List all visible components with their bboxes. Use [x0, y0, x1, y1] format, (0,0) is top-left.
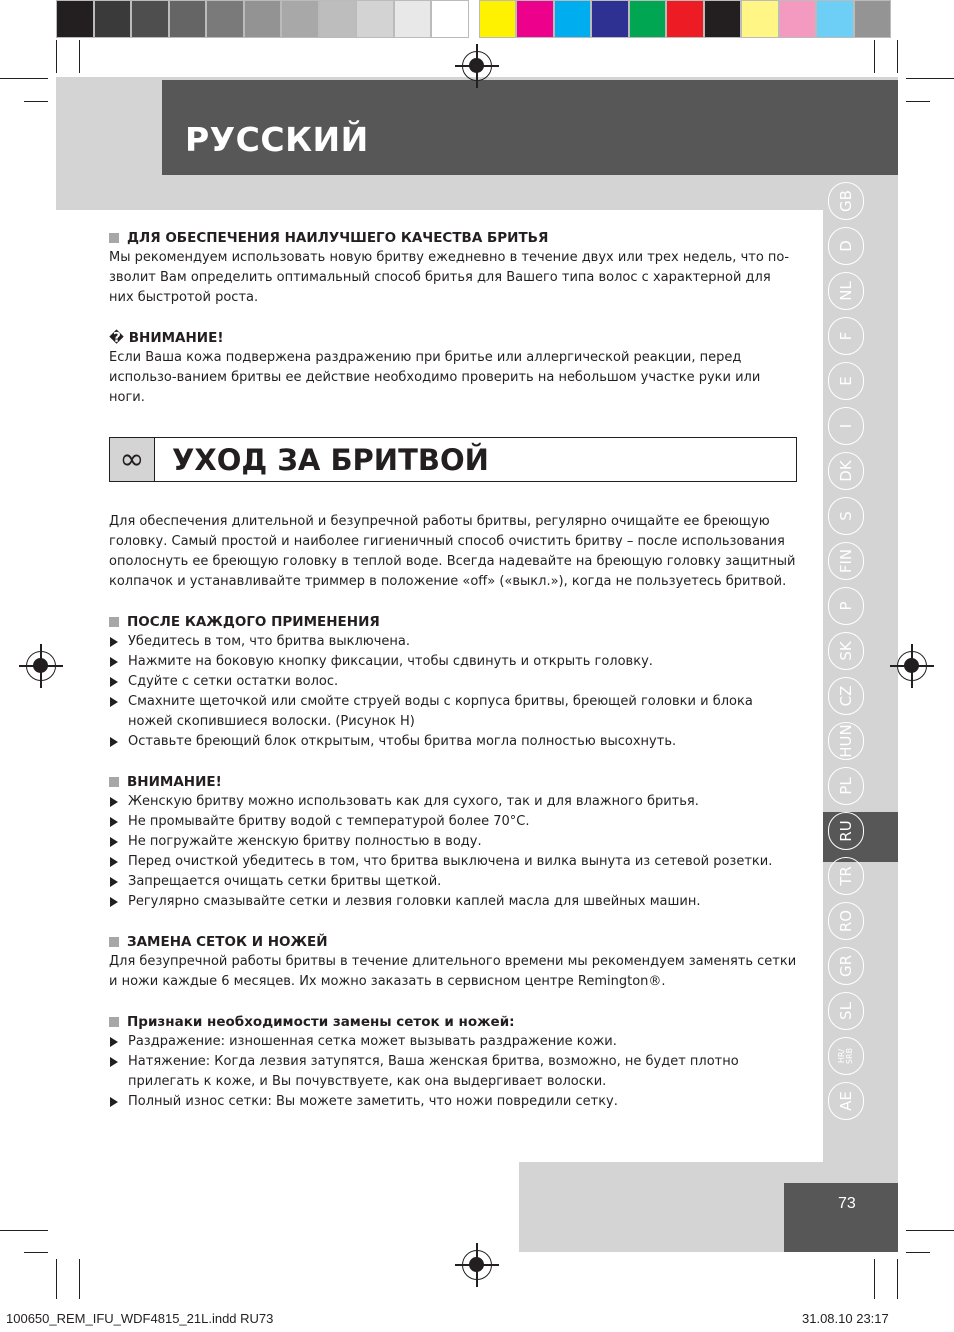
language-tab-cz: [828, 677, 864, 715]
after-use-list: [109, 632, 799, 752]
color-swatch: [666, 0, 704, 38]
crop-mark: [906, 1252, 930, 1253]
language-tab-label: GR: [837, 954, 855, 978]
list-item: Оставьте бреющий блок открытым, чтобы бритва могла полностью высохнуть.: [109, 732, 799, 752]
language-tab-label: CZ: [837, 685, 855, 707]
gray-swatch: [56, 0, 94, 38]
footer-date: 31.08.10 23:17: [802, 1311, 889, 1326]
list-item: Натяжение: Когда лезвия затупятся, Ваша женская бритва, возможно, не будет плотно прилегать к коже, и Вы почувствуете, как она выдергивает волоски.: [109, 1052, 799, 1092]
bullet-square-icon: [109, 937, 119, 947]
crop-mark: [906, 1230, 954, 1231]
registration-mark-top: [462, 51, 492, 81]
crop-mark: [24, 101, 48, 102]
crop-mark: [906, 78, 954, 79]
language-tab-label: I: [837, 423, 855, 429]
bullet-square-icon: [109, 1017, 119, 1027]
registration-mark-left: [26, 651, 56, 681]
language-tab-label: SL: [837, 1002, 855, 1020]
signs-heading: [109, 1012, 799, 1032]
best-shave-heading-text: ДЛЯ ОБЕСПЕЧЕНИЯ НАИЛУЧШЕГО КАЧЕСТВА БРИТЬЯ: [127, 230, 549, 246]
language-tab-hun: [828, 722, 864, 760]
color-swatch: [554, 0, 592, 38]
language-tab-gb: [828, 182, 864, 220]
list-item: Не погружайте женскую бритву полностью в воду.: [109, 832, 799, 852]
gray-swatch: [94, 0, 132, 38]
color-swatch: [816, 0, 854, 38]
crop-mark: [897, 1259, 898, 1299]
language-tab-e: [828, 362, 864, 400]
language-tab-label: S: [837, 511, 855, 521]
best-shave-heading: [109, 228, 799, 248]
crop-mark: [79, 1259, 80, 1299]
language-tab-label: GB: [837, 190, 855, 212]
list-item: Раздражение: изношенная сетка может вызывать раздражение кожи.: [109, 1032, 799, 1052]
section-title: УХОД ЗА БРИТВОЙ: [172, 443, 489, 477]
page-number: 73: [838, 1195, 856, 1212]
gray-swatch: [206, 0, 244, 38]
replacement-text: Для безупречной работы бритвы в течение длительного времени мы рекомендуем заменять сетки и ножи каждые 6 месяцев. Их можно заказать в сервисном центре Remington®.: [109, 954, 797, 989]
language-tab-label: HUN: [837, 724, 855, 758]
signs-list: [109, 1032, 799, 1112]
language-tab-p: [828, 587, 864, 625]
warning-text: Если Ваша кожа подвержена раздражению при бритье или аллергической реакции, перед использо-ванием бритвы ее действие необходимо проверить на небольшом участке руки или ноги.: [109, 350, 761, 405]
registration-mark-bottom: [462, 1250, 492, 1280]
language-tab-dk: [828, 452, 864, 490]
bullet-square-icon: [109, 617, 119, 627]
crop-mark: [906, 101, 930, 102]
color-swatch: [629, 0, 667, 38]
list-item: Убедитесь в том, что бритва выключена.: [109, 632, 799, 652]
section-title-box: [109, 437, 797, 482]
language-tab-label: P: [837, 601, 855, 611]
crop-mark: [79, 40, 80, 73]
color-swatch: [704, 0, 742, 38]
language-tab-ro: [828, 902, 864, 940]
language-tab-ae: [828, 1082, 864, 1120]
attention-heading: [109, 772, 799, 792]
language-tab-i: [828, 407, 864, 445]
replacement-heading-text: ЗАМЕНА СЕТОК И НОЖЕЙ: [127, 934, 328, 950]
color-swatch: [741, 0, 779, 38]
language-tab-ru: [828, 812, 864, 850]
language-tab-sk: [828, 632, 864, 670]
page-number-box: [784, 1183, 898, 1252]
list-item: Сдуйте с сетки остатки волос.: [109, 672, 799, 692]
color-swatch: [779, 0, 817, 38]
gray-swatch: [356, 0, 394, 38]
care-intro: Для обеспечения длительной и безупречной работы бритвы, регулярно очищайте ее бреющую головку. Самый простой и наиболее гигиеничный способ очистить бритву – после использования ополоснуть ее бреющую головку в теплой воде. Всегда надевайте на бреющую головку защитный колпачок и устанавливайте триммер в положение «off» («выкл.»), когда не пользуетесь бритвой.: [109, 514, 796, 589]
language-tab-gr: [828, 947, 864, 985]
infinity-icon: ∞: [110, 438, 155, 481]
language-tab-label: RU: [837, 820, 855, 842]
signs-heading-text: Признаки необходимости замены сеток и ножей:: [127, 1014, 515, 1030]
crop-mark: [874, 40, 875, 73]
language-tab-label: DK: [837, 460, 855, 482]
language-tab-hrsrb: [828, 1037, 864, 1075]
attention-heading-text: ВНИМАНИЕ!: [127, 774, 222, 790]
after-use-heading-text: ПОСЛЕ КАЖДОГО ПРИМЕНЕНИЯ: [127, 614, 380, 630]
bullet-square-icon: [109, 777, 119, 787]
list-item: Не промывайте бритву водой с температурой более 70°C.: [109, 812, 799, 832]
printer-color-bar: [56, 0, 891, 40]
language-title: РУССКИЙ: [185, 120, 369, 159]
language-tab-s: [828, 497, 864, 535]
after-use-heading: [109, 612, 799, 632]
attention-list: [109, 792, 799, 912]
gray-swatch: [169, 0, 207, 38]
gray-swatch: [244, 0, 282, 38]
language-tab-label: PL: [837, 777, 855, 795]
crop-mark: [0, 1230, 48, 1231]
language-tab-d: [828, 227, 864, 265]
language-tab-label: NL: [837, 281, 855, 301]
gray-swatch: [431, 0, 469, 38]
language-tab-label: HR/ SRB: [837, 1047, 854, 1065]
crop-mark: [56, 40, 57, 73]
language-tab-nl: [828, 272, 864, 310]
crop-mark: [0, 78, 48, 79]
language-tab-label: F: [837, 331, 855, 341]
crop-mark: [874, 1259, 875, 1299]
language-tab-label: SK: [837, 641, 855, 661]
main-content: [109, 512, 799, 1112]
color-swatch: [516, 0, 554, 38]
list-item: Перед очисткой убедитесь в том, что бритва выключена и вилка вынута из сетевой розетки.: [109, 852, 799, 872]
language-tab-label: FIN: [837, 548, 855, 574]
crop-mark: [56, 1259, 57, 1299]
list-item: Женскую бритву можно использовать как для сухого, так и для влажного бритья.: [109, 792, 799, 812]
list-item: Смахните щеточкой или смойте струей воды с корпуса бритвы, бреющей головки и блока ножей скопившиеся волоски. (Рисунок H): [109, 692, 799, 732]
registration-mark-right: [897, 651, 927, 681]
language-tab-label: TR: [837, 866, 855, 886]
gray-swatch: [281, 0, 319, 38]
color-swatch: [479, 0, 517, 38]
list-item: Регулярно смазывайте сетки и лезвия головки каплей масла для швейных машин.: [109, 892, 799, 912]
list-item: Полный износ сетки: Вы можете заметить, что ножи повредили сетку.: [109, 1092, 799, 1112]
gray-swatch: [131, 0, 169, 38]
crop-mark: [897, 40, 898, 73]
language-tab-pl: [828, 767, 864, 805]
language-tab-label: D: [837, 240, 855, 252]
bullet-square-icon: [109, 233, 119, 243]
footer-file-name: 100650_REM_IFU_WDF4815_21L.indd RU73: [6, 1311, 274, 1326]
language-tab-tr: [828, 857, 864, 895]
warning-heading: � ВНИМАНИЕ!: [109, 330, 224, 346]
language-tab-f: [828, 317, 864, 355]
top-content: [109, 228, 799, 408]
color-swatch: [591, 0, 629, 38]
best-shave-text: Мы рекомендуем использовать новую бритву ежедневно в течение двух или трех недель, что по-зволит Вам определить оптимальный способ бритья для Вашего типа волос с характерной для них быстротой роста.: [109, 250, 790, 305]
gray-swatch: [319, 0, 357, 38]
replacement-heading: [109, 932, 799, 952]
color-swatch: [854, 0, 892, 38]
language-tab-label: E: [837, 376, 855, 386]
gray-swatch: [394, 0, 432, 38]
list-item: Запрещается очищать сетки бритвы щеткой.: [109, 872, 799, 892]
language-tab-label: AE: [837, 1091, 855, 1111]
crop-mark: [24, 1252, 48, 1253]
language-tab-fin: [828, 542, 864, 580]
language-tab-label: RO: [837, 909, 855, 933]
list-item: Нажмите на боковую кнопку фиксации, чтобы сдвинуть и открыть головку.: [109, 652, 799, 672]
language-tab-sl: [828, 992, 864, 1030]
